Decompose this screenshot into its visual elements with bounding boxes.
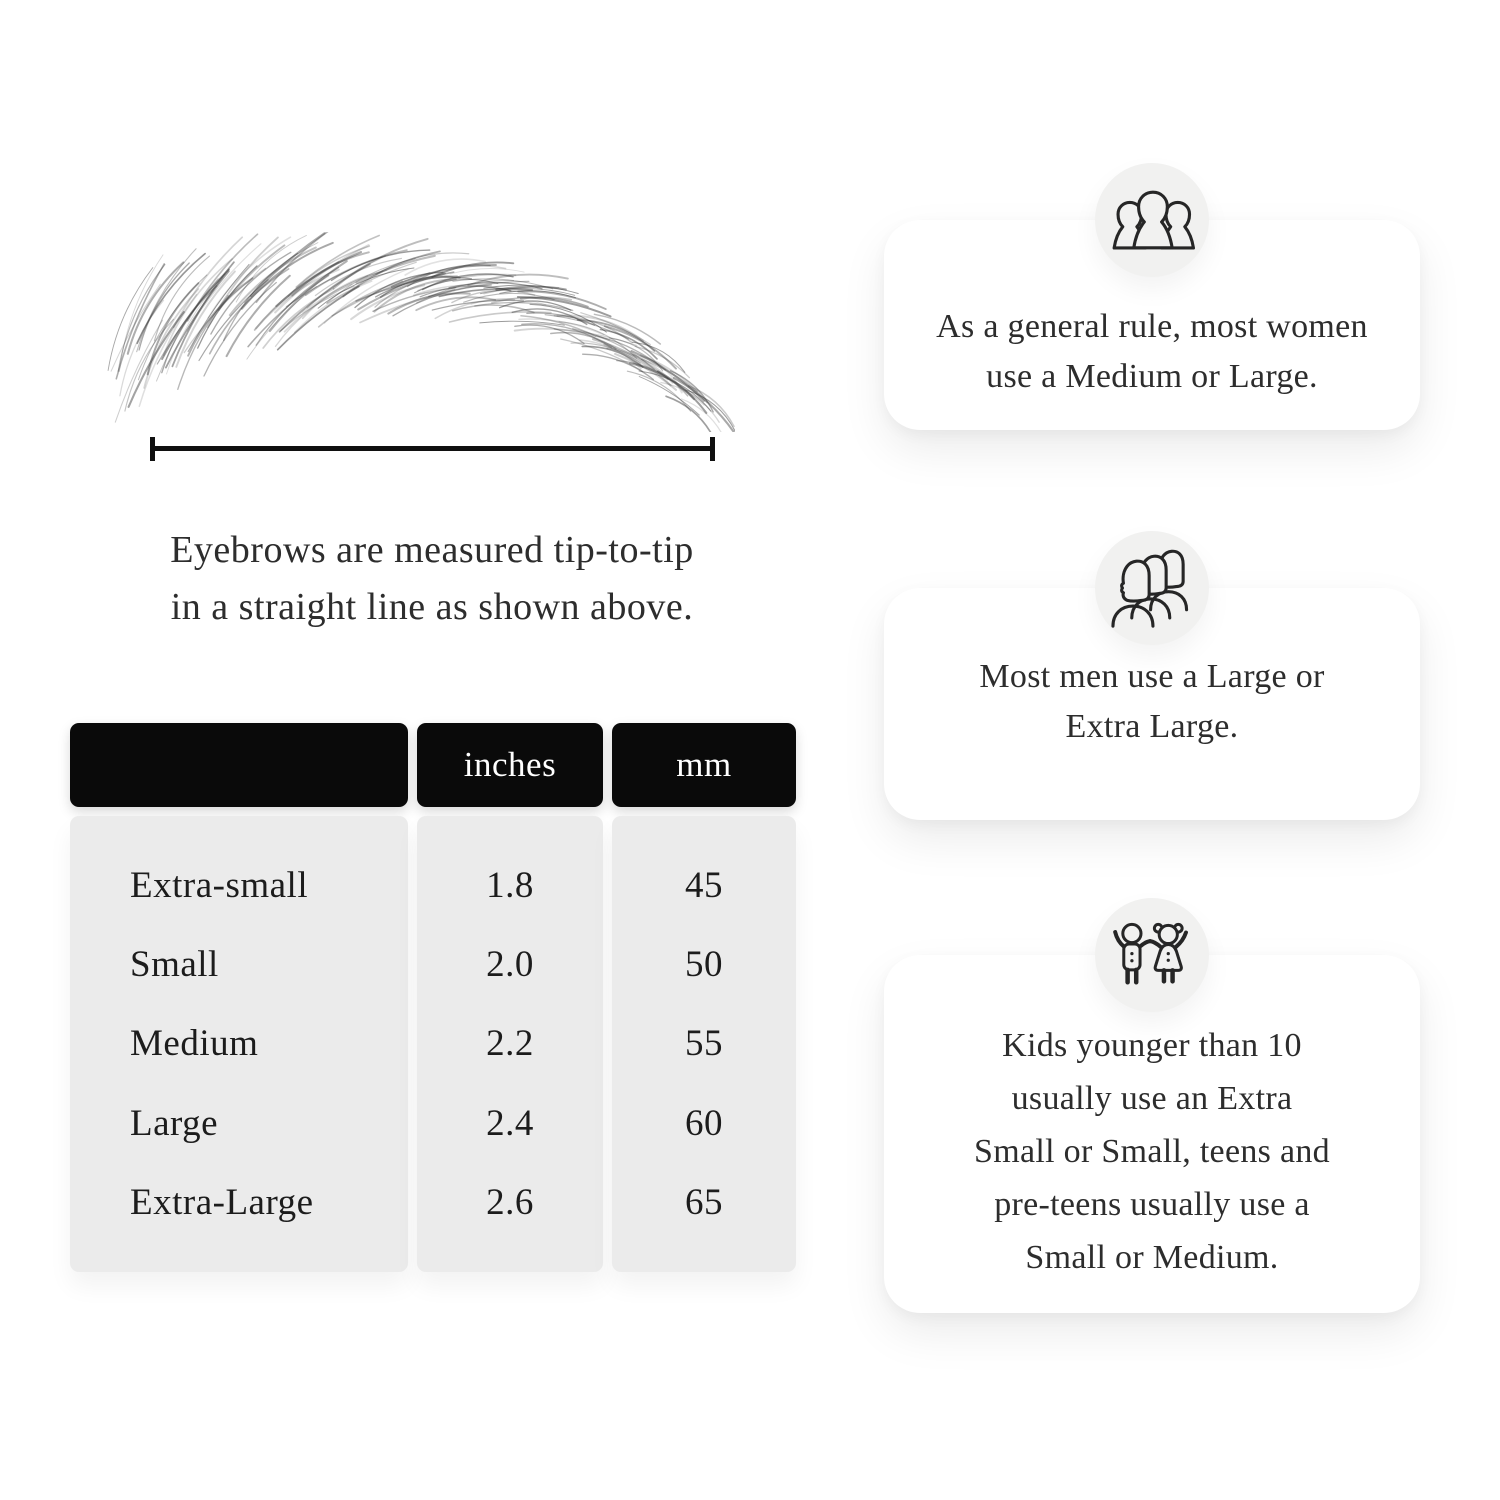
inches-value: 1.8 [486, 865, 534, 907]
mm-value: 55 [685, 1023, 723, 1065]
card-text-line: Kids younger than 10 [1002, 1027, 1302, 1064]
size-label: Small [130, 944, 219, 986]
men-group-icon [1106, 548, 1198, 628]
icon-badge [1095, 163, 1209, 277]
women-group-icon [1106, 188, 1198, 252]
caption-line-1: Eyebrows are measured tip-to-tip [170, 529, 694, 571]
caption-line-2: in a straight line as shown above. [170, 586, 694, 628]
size-label: Medium [130, 1023, 259, 1065]
mm-column [612, 816, 796, 1272]
size-label: Extra-Large [130, 1181, 314, 1223]
size-label-column [70, 816, 408, 1272]
eyebrow-illustration [105, 232, 735, 432]
icon-badge [1095, 898, 1209, 1012]
card-text-line: use a Medium or Large. [986, 358, 1318, 395]
card-women [884, 220, 1420, 430]
card-text-line: Small or Medium. [1025, 1239, 1279, 1276]
card-text-line: As a general rule, most women [936, 308, 1368, 345]
eyebrow-drawing [105, 232, 735, 432]
mm-value: 60 [685, 1102, 723, 1144]
size-table [70, 723, 796, 1272]
inches-value: 2.6 [486, 1181, 534, 1223]
card-text-line: Extra Large. [1065, 708, 1239, 745]
mm-value: 45 [685, 865, 723, 907]
card-men [884, 588, 1420, 820]
measurement-caption [70, 522, 794, 636]
size-label: Large [130, 1102, 219, 1144]
table-header-inches: inches [417, 723, 603, 807]
inches-column [417, 816, 603, 1272]
card-text-line: Small or Small, teens and [974, 1133, 1330, 1170]
inches-value: 2.4 [486, 1102, 534, 1144]
icon-badge [1095, 531, 1209, 645]
inches-value: 2.2 [486, 1023, 534, 1065]
card-text-line: pre-teens usually use a [994, 1186, 1310, 1223]
table-header-size [70, 723, 408, 807]
size-label: Extra-small [130, 865, 309, 907]
inches-value: 2.0 [486, 944, 534, 986]
card-text-line: Most men use a Large or [979, 658, 1325, 695]
mm-value: 65 [685, 1181, 723, 1223]
card-kids [884, 955, 1420, 1313]
mm-value: 50 [685, 944, 723, 986]
card-text-line: usually use an Extra [1011, 1080, 1293, 1117]
table-header-mm: mm [612, 723, 796, 807]
kids-icon [1108, 921, 1196, 990]
measurement-line [150, 446, 715, 451]
